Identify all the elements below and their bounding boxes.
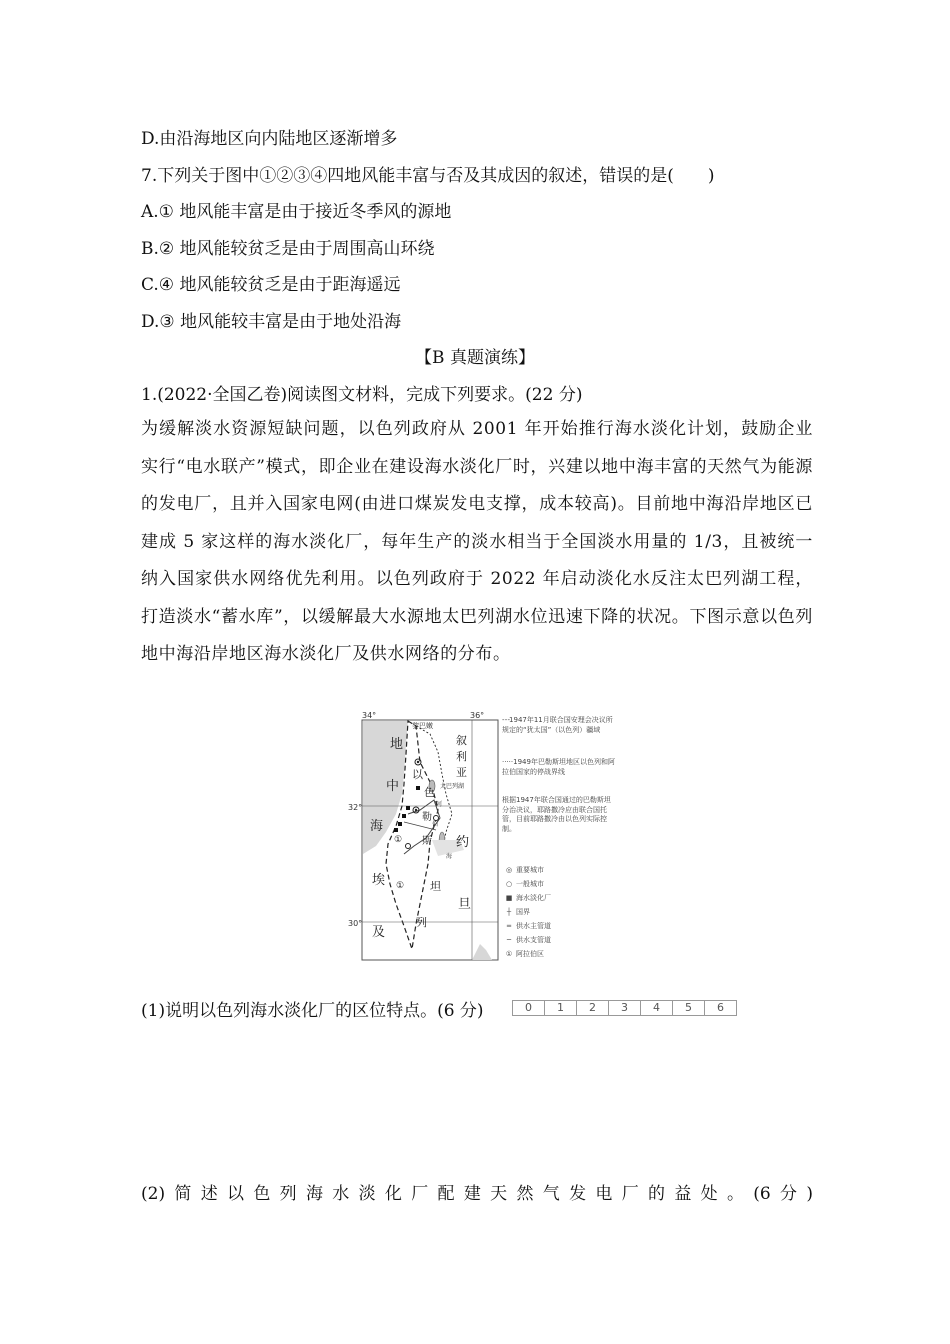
legend-border: ┼ 国界 bbox=[506, 908, 530, 916]
lat-label-32: 32° bbox=[348, 803, 363, 812]
sub-question-2-char: 水 bbox=[332, 1184, 350, 1204]
score-box[interactable]: 6 bbox=[705, 1000, 737, 1016]
section-title: 【B 真题演练】 bbox=[415, 348, 535, 368]
option-d-prev: D.由沿海地区向内陆地区逐渐增多 bbox=[141, 129, 398, 149]
label-a: 阿 bbox=[436, 801, 443, 808]
label-lebanon: 黎巴嫩 bbox=[412, 722, 433, 730]
label-tan: 坦 bbox=[430, 880, 441, 893]
legend-note-1949: ·····1949年巴勒斯坦地区以色列和阿拉伯国家的停战界线 bbox=[502, 758, 615, 776]
material-paragraph: 为缓解淡水资源短缺问题，以色列政府从 2001 年开始推行海水淡化计划，鼓励企业实行“电水联产”模式，即企业在建设海水淡化厂时，兴建以地中海丰富的天然气为能源的发电厂，且并入国家电网(由进口煤炭发电支撑，成本较高)。目前地中海沿岸地区已建成 5 家这样的海水淡化厂，每年生产的淡水相当于全国淡水用量的 1/3，且被统一纳入国家供水网络优先利用。以色列政府于 2022 年启动淡化水反注太巴列湖工程，打造淡水“蓄水库”，以缓解最大水源地太巴列湖水位迅速下降的状况。下图示意以色列地中海沿岸地区海水淡化厂及供水网络的分布。 bbox=[141, 419, 813, 664]
legend-major-city: ◎ 重要城市 bbox=[505, 866, 544, 874]
sub-question-2-char: 分 bbox=[780, 1184, 798, 1204]
question-7: 7.下列关于图中①②③④四地风能丰富与否及其成因的叙述，错误的是( ) bbox=[141, 166, 715, 186]
label-le: 勒 bbox=[422, 812, 432, 823]
legend-note-jerusalem: 根据1947年联合国通过的巴勒斯坦分治决议，耶路撒冷应由联合国托管，目前耶路撒冷由以色列实际控制。 bbox=[502, 796, 611, 833]
label-si: 斯 bbox=[422, 836, 432, 847]
city bbox=[434, 816, 439, 821]
label-bo: 伯 bbox=[432, 821, 439, 828]
sub-question-2-char: 色 bbox=[253, 1184, 271, 1204]
lat-label-30: 30° bbox=[348, 919, 363, 928]
label-hai: 海 bbox=[370, 819, 384, 834]
label-zhong: 中 bbox=[386, 779, 400, 794]
legend-desal-plant: ■ 海水淡化厂 bbox=[505, 894, 551, 902]
q7-option-b: B.② 地风能较贫乏是由于周围高山环绕 bbox=[141, 239, 435, 259]
sub-question-2-char: 列 bbox=[279, 1184, 297, 1204]
label-lie: 列 bbox=[416, 916, 427, 929]
sub-question-2-char: 简 bbox=[174, 1184, 192, 1204]
score-box[interactable]: 5 bbox=[673, 1000, 705, 1016]
sub-question-2-char: 益 bbox=[674, 1184, 692, 1204]
sub-question-2-char: 。 bbox=[726, 1184, 744, 1204]
sub-question-2-char: (6 bbox=[753, 1184, 771, 1204]
score-box[interactable]: 1 bbox=[545, 1000, 577, 1016]
city bbox=[406, 844, 411, 849]
label-ai: 埃 bbox=[372, 873, 386, 888]
sub-question-2-char: 气 bbox=[542, 1184, 560, 1204]
legend-branch-pipe: ─ 供水支管道 bbox=[506, 936, 551, 944]
label-tiberias: 太巴列湖 bbox=[440, 783, 465, 790]
sub-question-2-char: 然 bbox=[516, 1184, 534, 1204]
arab-zone-mark: ① bbox=[394, 835, 403, 845]
arab-zone-mark: ① bbox=[396, 881, 405, 891]
sub-question-2-char: 建 bbox=[463, 1184, 481, 1204]
label-xu: 叙 bbox=[456, 734, 467, 747]
label-yi: 以 bbox=[412, 768, 423, 781]
desalination-plant bbox=[406, 806, 410, 810]
q7-option-d: D.③ 地风能较丰富是由于地处沿海 bbox=[141, 312, 402, 332]
legend-arab-zone: ① 阿拉伯区 bbox=[505, 950, 544, 958]
sub-question-2 bbox=[141, 1183, 813, 1205]
sub-question-2-char: 以 bbox=[227, 1184, 245, 1204]
sub-question-2-char: ) bbox=[806, 1184, 813, 1204]
lon-label-34: 34° bbox=[362, 711, 377, 720]
sub-question-2-char: 发 bbox=[569, 1184, 587, 1204]
score-boxes[interactable] bbox=[512, 1000, 737, 1016]
desalination-plant bbox=[416, 786, 420, 790]
legend-city: ○ 一般城市 bbox=[505, 880, 544, 888]
sub-question-2-char: 厂 bbox=[411, 1184, 429, 1204]
score-box[interactable]: 0 bbox=[512, 1000, 545, 1016]
q7-option-a: A.① 地风能丰富是由于接近冬季风的源地 bbox=[141, 202, 452, 222]
label-yue: 约 bbox=[456, 835, 470, 850]
desalination-plant bbox=[398, 822, 402, 826]
label-dan: 旦 bbox=[458, 897, 472, 912]
sub-question-1: (1)说明以色列海水淡化厂的区位特点。(6 分) bbox=[141, 1001, 484, 1021]
sub-question-2-char: 淡 bbox=[358, 1184, 376, 1204]
label-se: 色 bbox=[424, 786, 435, 799]
sub-question-2-char: 配 bbox=[437, 1184, 455, 1204]
sub-question-2-char: 处 bbox=[700, 1184, 718, 1204]
q7-option-c: C.④ 地风能较贫乏是由于距海遥远 bbox=[141, 275, 401, 295]
map-legend bbox=[502, 714, 617, 966]
sub-question-2-char: 厂 bbox=[621, 1184, 639, 1204]
label-ji: 及 bbox=[372, 925, 386, 940]
question-1-title: 1.(2022·全国乙卷)阅读图文材料，完成下列要求。(22 分) bbox=[141, 385, 583, 405]
sub-question-2-char: 的 bbox=[648, 1184, 666, 1204]
lon-label-36: 36° bbox=[470, 711, 485, 720]
label-di: 地 bbox=[390, 737, 404, 752]
label-sea-dead: 海 bbox=[446, 853, 453, 860]
sub-question-2-char: 电 bbox=[595, 1184, 613, 1204]
sub-question-2-char: 化 bbox=[384, 1184, 402, 1204]
label-li: 利 bbox=[456, 750, 467, 763]
sub-question-2-char: (2) bbox=[141, 1184, 166, 1204]
label-ya: 亚 bbox=[456, 766, 467, 779]
score-box[interactable]: 4 bbox=[641, 1000, 673, 1016]
sub-question-2-char: 海 bbox=[305, 1184, 323, 1204]
legend-note-1947: - - -1947年11月联合国安理会决议所规定的“犹太国”（以色列）疆域 bbox=[502, 716, 613, 734]
desalination-plant bbox=[402, 814, 406, 818]
sub-question-2-char: 天 bbox=[490, 1184, 508, 1204]
desalination-plant bbox=[394, 828, 398, 832]
sub-question-2-char: 述 bbox=[200, 1184, 218, 1204]
score-box[interactable]: 3 bbox=[609, 1000, 641, 1016]
legend-main-pipe: ═ 供水主管道 bbox=[506, 922, 551, 930]
score-box[interactable]: 2 bbox=[577, 1000, 609, 1016]
